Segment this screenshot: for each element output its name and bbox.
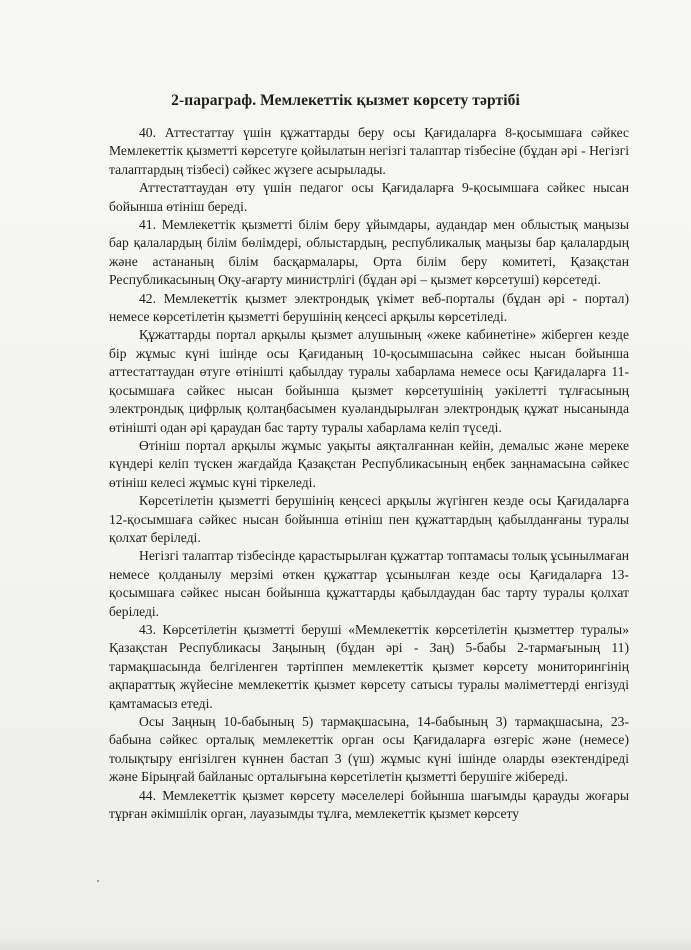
paragraph-43-cont: Осы Заңның 10-бабының 5) тармақшасына, 14-бабының 3) тармақшасына, 23-бабына сәйкес орталық мемлекеттік орган осы Қағидаларға өзгеріс және (немесе) толықтыру енгізілген күннен бастап 3 (үш) жұмыс күні ішінде оларды өзектендіреді және Бірыңғай байланыс орталығына көрсетілетін қызметті берушіге жібереді. <box>109 714 629 785</box>
scan-speck <box>97 880 99 882</box>
paragraph-43: 43. Көрсетілетін қызметті беруші «Мемлекеттік көрсетілетін қызметтер туралы» Қазақстан Республикасы Заңының (бұдан әрі - Заң) 5-бабы 2-тармағының 11) тармақшасында белгіленген тәртіппен мемлекеттік қызмет көрсету мониторингінің ақпараттық жүйесіне мемлекеттік қызмет көрсету сатысы туралы мәліметтерді енгізуді қамтамасыз етеді. <box>109 621 629 711</box>
document-body <box>109 124 629 823</box>
paragraph-40-cont: Аттестаттаудан өту үшін педагог осы Қағидаларға 9-қосымшаға сәйкес нысан бойынша өтініш береді. <box>109 180 629 214</box>
paragraph-44: 44. Мемлекеттік қызмет көрсету мәселелері бойынша шағымды қарауды жоғары тұрған әкімшілік орган, лауазымды тұлға, мемлекеттік қызмет көрсету <box>109 787 629 822</box>
paragraph-42-refusal: Негізгі талаптар тізбесінде қарастырылған құжаттар топтамасы толық ұсынылмаған немесе қолданылу мерзімі өткен құжаттар ұсынылған кезде осы Қағидаларға 13-қосымшаға сәйкес нысан бойынша құжаттарды қабылдаудан бас тарту туралы қолхат беріледі. <box>109 548 629 619</box>
paragraph-42-holidays: Өтініш портал арқылы жұмыс уақыты аяқталғаннан кейін, демалыс және мереке күндері келіп түскен жағдайда Қазақстан Республикасының еңбек заңнамасына сәйкес өтініш келесі жұмыс күні тіркеледі. <box>109 437 629 490</box>
paragraph-42-office: Көрсетілетін қызметті берушінің кеңсесі арқылы жүгінген кезде осы Қағидаларға 12-қосымшаға сәйкес нысан бойынша өтініш пен құжаттардың қабылданғаны туралы қолхат беріледі. <box>109 493 629 545</box>
page-edge-shadow <box>0 936 691 950</box>
section-heading: 2-параграф. Мемлекеттік қызмет көрсету тәртібі <box>171 92 520 109</box>
paragraph-40: 40. Аттестаттау үшін құжаттарды беру осы Қағидаларға 8-қосымшаға сәйкес Мемлекеттік қызметті көрсетуге қойылатын негізгі талаптар тізбесіне (бұдан әрі - Негізгі талаптардың тізбесі) сәйкес жүзеге асырылады. <box>109 125 629 177</box>
paragraph-42: 42. Мемлекеттік қызмет электрондық үкімет веб-порталы (бұдан әрі - портал) немесе көрсетілетін қызметті берушінің кеңсесі арқылы көрсетіледі. <box>109 290 629 325</box>
paragraph-42-portal: Құжаттарды портал арқылы қызмет алушының «жеке кабинетіне» жіберген кезде бір жұмыс күні ішінде осы Қағиданың 10-қосымшасына сәйкес нысан бойынша аттестаттаудан өтуге өтінішті қабылдау туралы хабарлама немесе осы Қағидаларға 11-қосымшаға сәйкес нысан бойынша қызмет көрсетушінің уәкілетті тұлғасының электрондық цифрлық қолтаңбасымен куәландырылған электрондық құжат нысанында өтінішті одан әрі қараудан бас тарту туралы хабарлама келіп түседі. <box>109 327 629 435</box>
paragraph-41: 41. Мемлекеттік қызметті білім беру ұйымдары, аудандар мен облыстық маңызы бар қалалардың білім бөлімдері, облыстардың, республикалық маңызы бар қалалардың және астананың білім басқармалары, Орта білім беру комитеті, Қазақстан Республикасының Оқу-ағарту министрлігі (бұдан әрі – қызмет көрсетуші) көрсетеді. <box>109 217 629 288</box>
